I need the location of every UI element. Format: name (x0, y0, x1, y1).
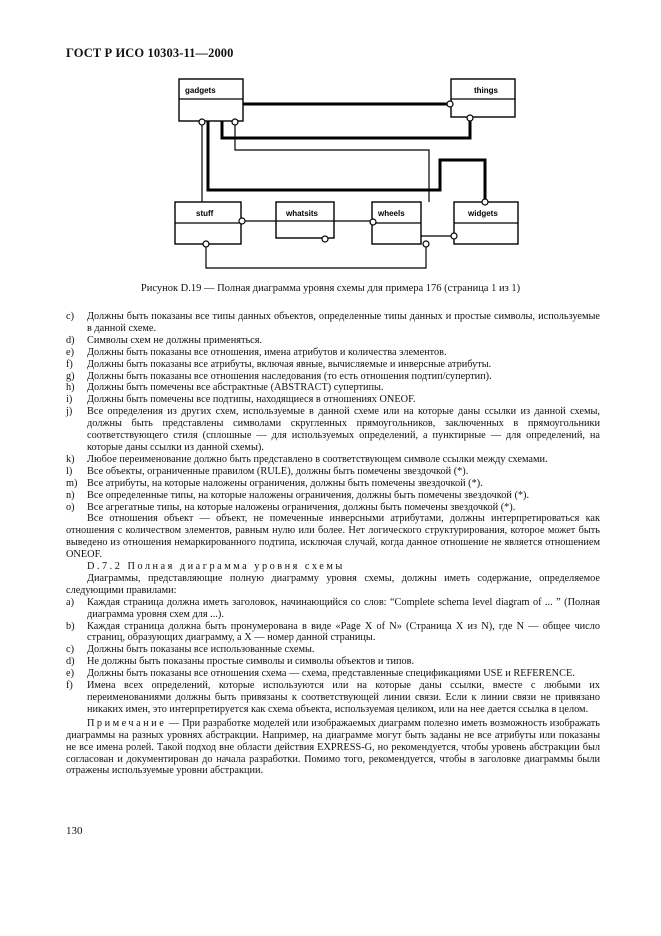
list-item (66, 680, 600, 716)
section-heading: D.7.2 Полная диаграмма уровня схемы (87, 561, 345, 573)
note-label: Примечание (87, 717, 167, 729)
list-item (66, 335, 600, 347)
list-item-text: Каждая страница должна быть пронумерована в виде «Page X of N» (Страница X из N), где N — общее число страниц, образующих диаграмму, а X — номер данной страницы. (87, 620, 600, 644)
list-item (66, 382, 600, 394)
list-item-label: d) (66, 334, 75, 346)
list-item (66, 359, 600, 371)
list-item-label: f) (66, 358, 73, 370)
list-item-label: e) (66, 346, 74, 358)
list-item-text: Не должны быть показаны простые символы и символы объектов и типов. (87, 656, 415, 668)
box-whatsits (276, 202, 334, 238)
list-item (66, 347, 600, 359)
list-item-label: l) (66, 465, 73, 477)
list-item-text: Все атрибуты, на которые наложены ограничения, должны быть помечены звездочкой (*). (87, 477, 483, 489)
list-item-text: Все агрегатные типы, на которые наложены ограничения, должны быть помечены звездочкой (*). (87, 501, 516, 513)
main-text (66, 311, 600, 777)
list-item-text: Все определенные типы, на которые наложены ограничения, должны быть помечены звездочкой (*). (87, 489, 530, 501)
list-item-label: n) (66, 489, 75, 501)
list-item-label: c) (66, 644, 74, 656)
list-item (66, 406, 600, 454)
list-item (66, 668, 600, 680)
box-label-whatsits: whatsits (286, 209, 319, 218)
relation-circle (370, 219, 376, 225)
box-label-gadgets: gadgets (185, 86, 216, 95)
relation-circle (203, 241, 209, 247)
list-item-text: Все объекты, ограниченные правилом (RULE), должны быть помечены звездочкой (*). (87, 465, 469, 477)
list-item-label: b) (66, 620, 75, 632)
relation-circle (322, 236, 328, 242)
list-item-text: Должны быть показаны все отношения наследования (то есть отношения подтип/супертип). (87, 370, 492, 382)
relation-circle (199, 119, 205, 125)
list-item-text: Должны быть помечены все абстрактные (ABSTRACT) супертипы. (87, 382, 384, 394)
relation-circle (423, 241, 429, 247)
box-things (451, 79, 515, 117)
document-header: ГОСТ Р ИСО 10303-11—2000 (66, 46, 234, 60)
list-item-text: Должны быть помечены все подтипы, находящиеся в отношениях ONEOF. (87, 394, 416, 406)
list-item-text: Все определения из других схем, используемые в данной схеме или на которые даны ссылки из данной схемы, должны быть представлены символами скругленных прямоугольников, заключенных в прямоугольники соответствующего стиля (сплошные — для используемых определений, а пунктирные — для определений, на которые даны ссылки из данной схемы). (87, 406, 600, 453)
list-item-label: d) (66, 656, 75, 668)
list-item-text: Любое переименование должно быть представлено в соответствующем символе ссылки между схемами. (87, 453, 548, 465)
paragraph-intro: Диаграммы, представляющие полную диаграмму уровня схемы, должны иметь содержание, определяемое следующими правилами: (66, 572, 600, 596)
list-item-label: i) (66, 394, 73, 406)
list-item (66, 371, 600, 383)
box-label-stuff: stuff (196, 209, 214, 218)
list-item (66, 454, 600, 466)
list-item (66, 597, 600, 621)
list-item-label: g) (66, 370, 75, 382)
list-item (66, 656, 600, 668)
relation-circle (467, 115, 473, 121)
box-label-things: things (474, 86, 498, 95)
relation-circle (447, 101, 453, 107)
list-item (66, 502, 600, 514)
list-item-label: a) (66, 596, 74, 608)
link-gadgets-widgets (208, 121, 485, 202)
note (66, 718, 600, 778)
box-label-widgets: widgets (468, 209, 498, 218)
list-item (66, 466, 600, 478)
list-item-label: m) (66, 477, 78, 489)
list-item-text: Имена всех определений, которые используются или на которые даны ссылки, вместе с любыми их переименованиями должны быть привязаны к соответствующей линии связи. Если к линии связи не привязано никаких имен, это интерпретируется как схема объекта, используемая целиком, или на нее дается ссылка в целом. (87, 680, 600, 715)
list-item-label: k) (66, 453, 75, 465)
link-stuff-wheels (206, 244, 426, 268)
list-item (66, 311, 600, 335)
list-item-text: Должны быть показаны все отношения, имена атрибутов и количества элементов. (87, 346, 447, 358)
list-item-text: Каждая страница должна иметь заголовок, начинающийся со слов: “Complete schema level diagram of ... ” (Полная диаграмма уровня схем для ...). (87, 596, 600, 620)
list-item-text: Должны быть показаны все отношения схема — схема, представленные спецификациями USE и REFERENCE. (87, 668, 575, 680)
relation-circle (232, 119, 238, 125)
link-things-widgets (222, 117, 470, 138)
list-item-label: c) (66, 311, 74, 322)
list-item (66, 644, 600, 656)
box-label-wheels: wheels (378, 209, 405, 218)
page-number: 130 (66, 825, 83, 837)
list-item-text: Символы схем не должны применяться. (87, 334, 263, 346)
list-item-text: Должны быть показаны все атрибуты, включая явные, вычисляемые и инверсные атрибуты. (87, 358, 492, 370)
schema-diagram (0, 0, 661, 280)
list-item-label: e) (66, 668, 74, 680)
note-text: — При разработке моделей или изображаемых диаграмм полезно иметь возможность изображать диаграммы на разных уровнях абстракции. Например, на диаграмме могут быть заданы не все атрибуты или показаны не все имена ролей. Такой подход вне области действия EXPRESS-G, но рекомендуется, чтобы уровень абстракции был согласован и документирован до начала разработки. Помимо того, рекомендуется, чтобы в заголовке диаграммы были отражены используемые уровни абстракции. (66, 717, 601, 777)
list-item-label: j) (66, 406, 73, 418)
figure-caption: Рисунок D.19 — Полная диаграмма уровня схемы для примера 176 (страница 1 из 1) (140, 283, 521, 294)
list-item (66, 394, 600, 406)
relation-circle (451, 233, 457, 239)
relation-circle (482, 199, 488, 205)
rules-list-1 (66, 311, 600, 513)
list-item-label: f) (66, 680, 73, 692)
list-item (66, 490, 600, 502)
list-item-label: h) (66, 382, 75, 394)
list-item-text: Должны быть показаны все использованные схемы. (87, 644, 315, 656)
list-item-label: o) (66, 501, 75, 513)
list-item (66, 478, 600, 490)
relation-circle (239, 218, 245, 224)
list-item-text: Должны быть показаны все типы данных объектов, определенные типы данных и простые символы, используемые в данной схеме. (87, 311, 600, 334)
list-item (66, 621, 600, 645)
rules-list-2 (66, 597, 600, 716)
paragraph-relations: Все отношения объект — объект, не помеченные инверсными атрибутами, должны интерпретироваться как отношения с количеством элементов, равным нулю или более. Нет логического структурирования, которое может быть выведено из отношения немаркированного подтипа, исключая случай, когда данное отношение не является отношением ONEOF. (66, 513, 600, 561)
